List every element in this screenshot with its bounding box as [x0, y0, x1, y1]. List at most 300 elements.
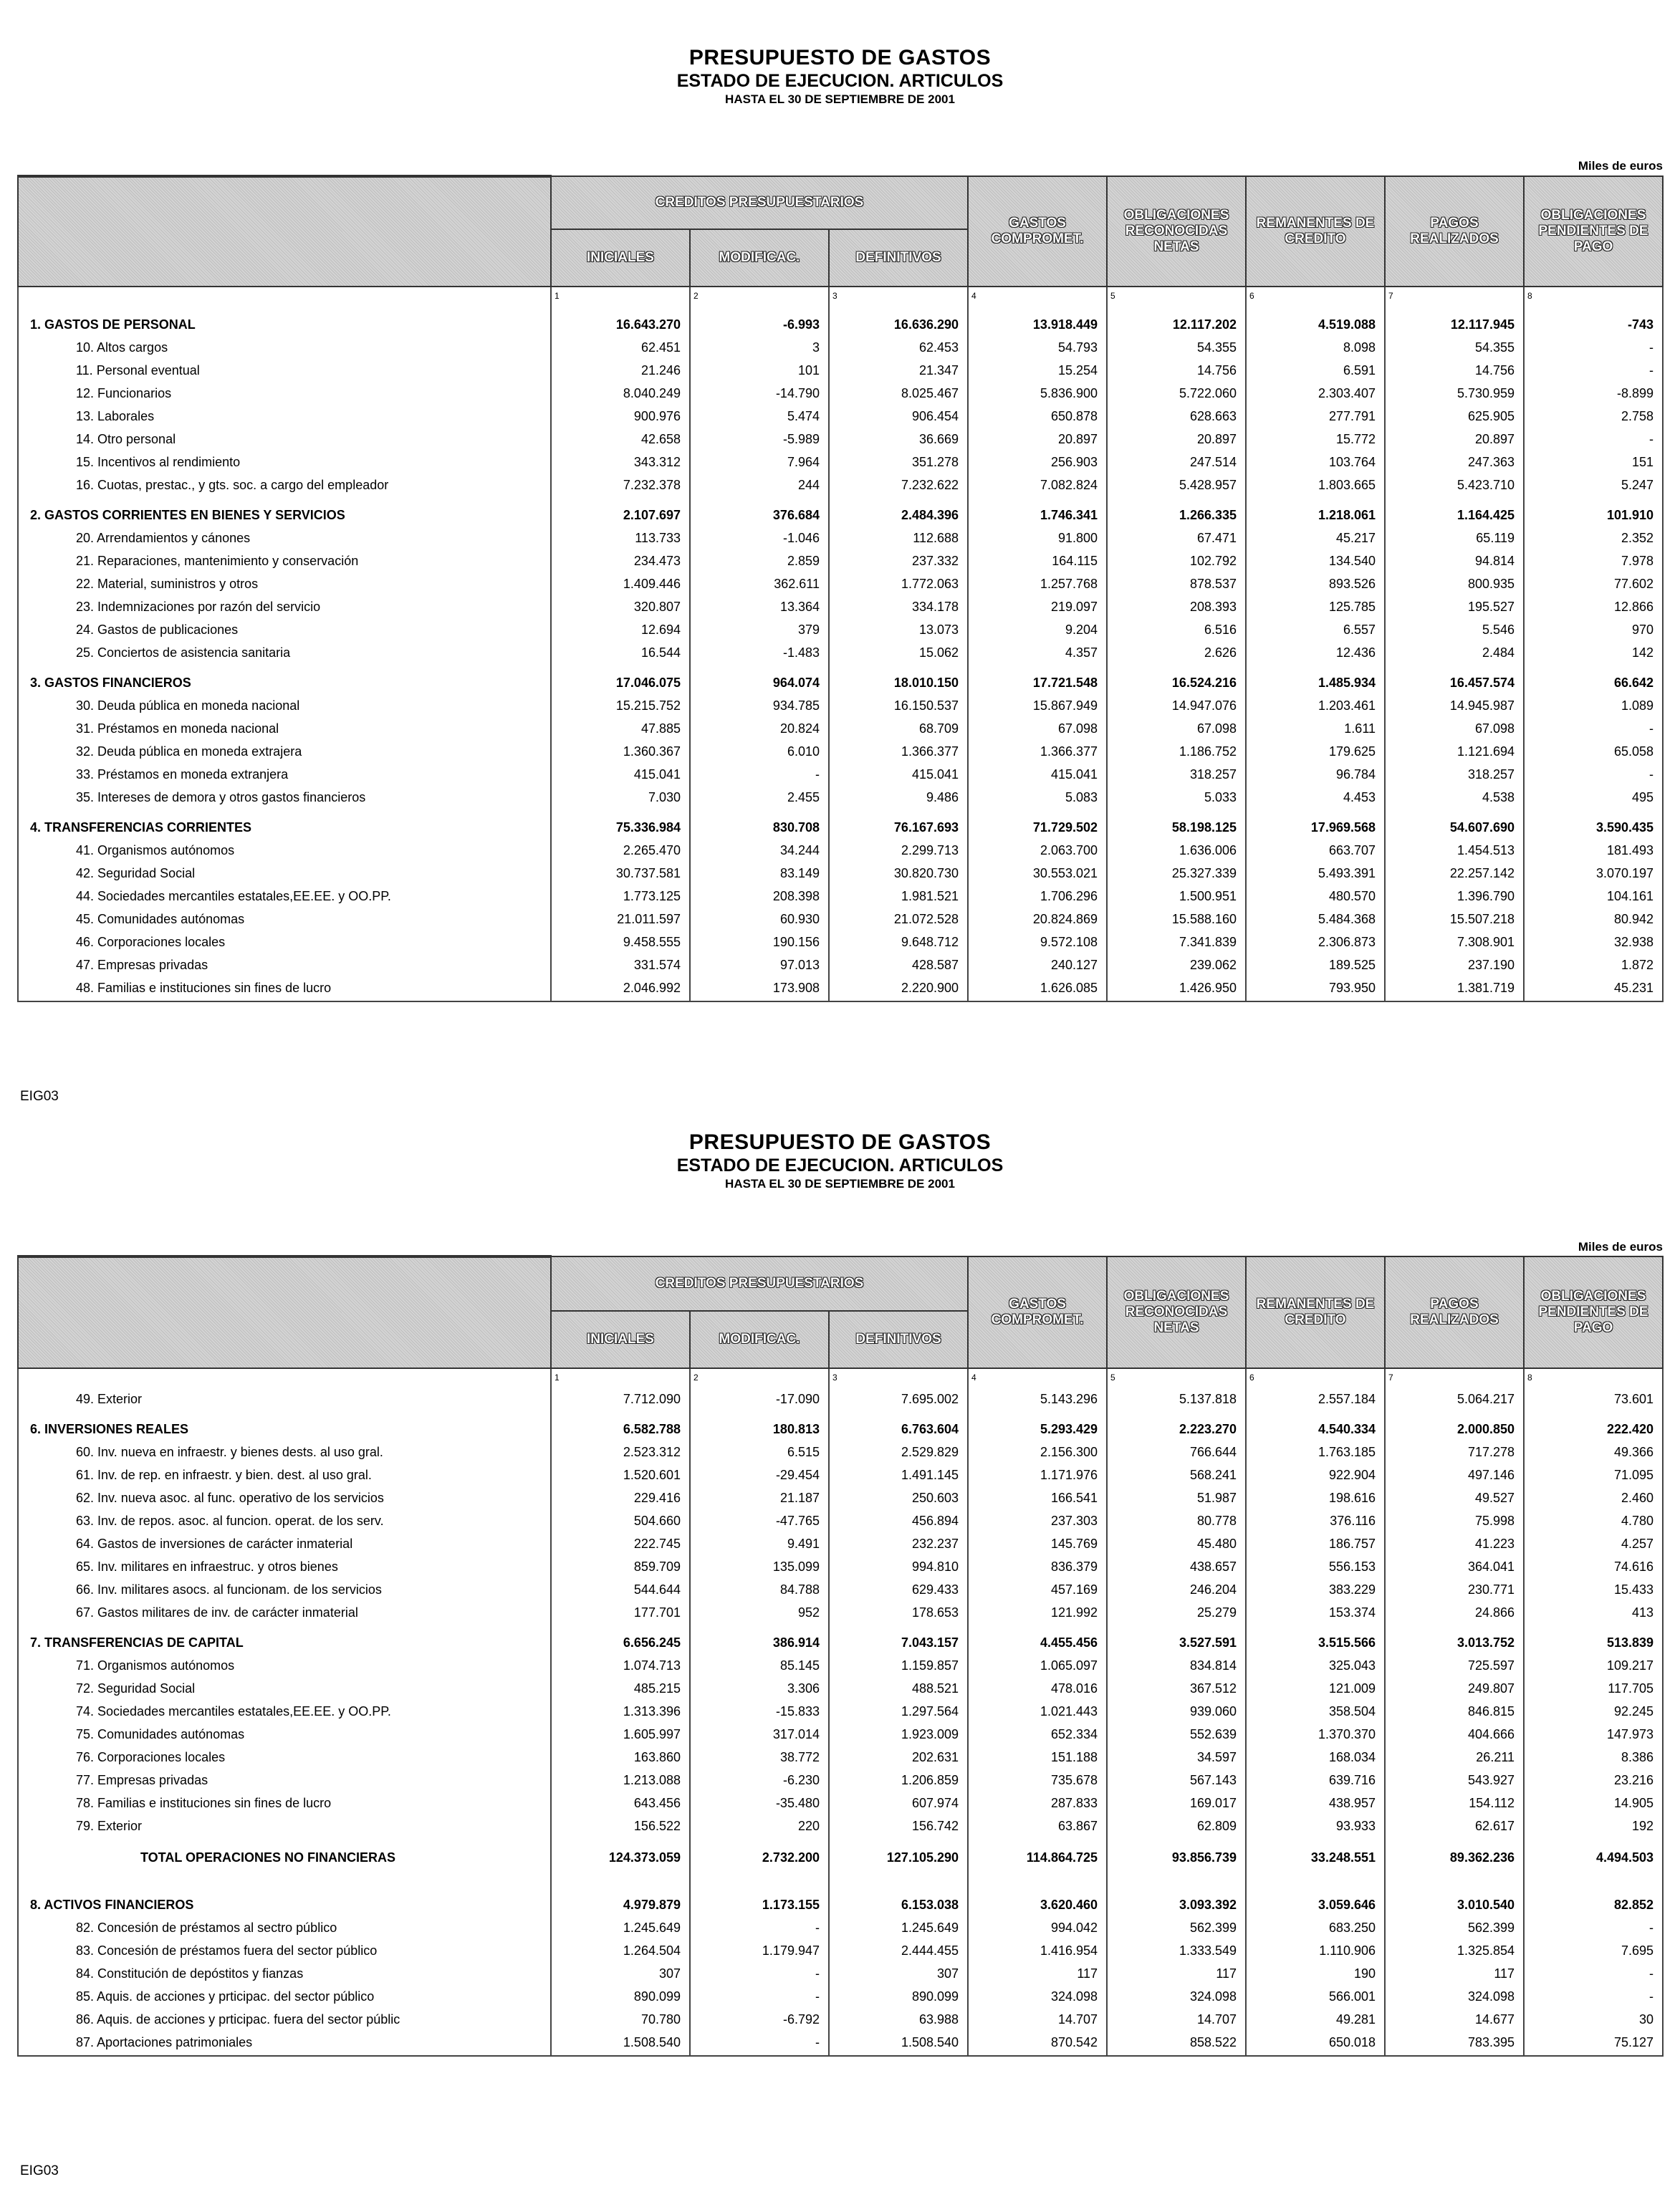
value-cell: 77.602: [1524, 572, 1663, 595]
value-cell: 142: [1524, 641, 1663, 664]
value-cell: 12.866: [1524, 595, 1663, 618]
value-cell: 367.512: [1107, 1677, 1246, 1700]
column-index: 5: [1107, 287, 1246, 306]
row-label: 12. Funcionarios: [18, 382, 551, 405]
value-cell: 358.504: [1246, 1700, 1385, 1723]
value-cell: 51.987: [1107, 1486, 1246, 1509]
value-cell: 6.582.788: [551, 1410, 690, 1441]
value-cell: 513.839: [1524, 1624, 1663, 1654]
value-cell: 49.527: [1385, 1486, 1524, 1509]
table-row: [18, 1746, 1663, 1769]
header-comprometidos: GASTOS COMPROMET.: [968, 176, 1107, 287]
table-row: [18, 908, 1663, 931]
table-row: [18, 1441, 1663, 1463]
value-cell: 134.540: [1246, 549, 1385, 572]
value-cell: 1.206.859: [829, 1769, 968, 1792]
value-cell: 186.757: [1246, 1532, 1385, 1555]
table-row: [18, 1723, 1663, 1746]
value-cell: 15.772: [1246, 428, 1385, 451]
table-row: [18, 359, 1663, 382]
table-row: [18, 1463, 1663, 1486]
value-cell: 14.677: [1385, 2008, 1524, 2031]
header-creditos-group: CREDITOS PRESUPUESTARIOS: [551, 1256, 968, 1311]
value-cell: 222.420: [1524, 1410, 1663, 1441]
table-row: [18, 549, 1663, 572]
value-cell: 14.707: [1107, 2008, 1246, 2031]
value-cell: 1.257.768: [968, 572, 1107, 595]
value-cell: 7.964: [690, 451, 829, 474]
value-cell: 2.758: [1524, 405, 1663, 428]
value-cell: 2.352: [1524, 527, 1663, 549]
value-cell: -: [1524, 1962, 1663, 1985]
value-cell: 2.046.992: [551, 976, 690, 1001]
value-cell: 1.409.446: [551, 572, 690, 595]
row-label: 33. Préstamos en moneda extranjera: [18, 763, 551, 786]
value-cell: 2.156.300: [968, 1441, 1107, 1463]
value-cell: 121.009: [1246, 1677, 1385, 1700]
value-cell: 456.894: [829, 1509, 968, 1532]
row-label: 20. Arrendamientos y cánones: [18, 527, 551, 549]
value-cell: 65.058: [1524, 740, 1663, 763]
value-cell: 244: [690, 474, 829, 496]
table-row: [18, 336, 1663, 359]
value-cell: 735.678: [968, 1769, 1107, 1792]
table-body-page-2: [18, 1368, 1663, 2056]
table-row: [18, 1916, 1663, 1939]
value-cell: 117: [968, 1962, 1107, 1985]
value-cell: 1.360.367: [551, 740, 690, 763]
value-cell: 379: [690, 618, 829, 641]
value-cell: 62.451: [551, 336, 690, 359]
value-cell: 1.626.085: [968, 976, 1107, 1001]
value-cell: 104.161: [1524, 885, 1663, 908]
value-cell: -: [1524, 428, 1663, 451]
table-row: [18, 641, 1663, 664]
row-label: 72. Seguridad Social: [18, 1677, 551, 1700]
value-cell: 628.663: [1107, 405, 1246, 428]
value-cell: 1.313.396: [551, 1700, 690, 1723]
value-cell: -: [1524, 717, 1663, 740]
page-title: PRESUPUESTO DE GASTOS: [688, 46, 992, 69]
value-cell: 3.059.646: [1246, 1886, 1385, 1916]
value-cell: 2.063.700: [968, 839, 1107, 862]
value-cell: 307: [829, 1962, 968, 1985]
header-reconocidas: OBLIGACIONES RECONOCIDAS NETAS: [1107, 1256, 1246, 1368]
value-cell: 80.778: [1107, 1509, 1246, 1532]
value-cell: 415.041: [968, 763, 1107, 786]
table-row: [18, 1388, 1663, 1410]
value-cell: 629.433: [829, 1578, 968, 1601]
value-cell: 5.836.900: [968, 382, 1107, 405]
budget-table-page-2: [17, 1255, 1664, 2057]
row-label: 75. Comunidades autónomas: [18, 1723, 551, 1746]
value-cell: 7.043.157: [829, 1624, 968, 1654]
value-cell: 3.013.752: [1385, 1624, 1524, 1654]
value-cell: 189.525: [1246, 953, 1385, 976]
value-cell: -6.993: [690, 306, 829, 336]
row-label: 6. INVERSIONES REALES: [18, 1410, 551, 1441]
value-cell: 75.336.984: [551, 809, 690, 839]
value-cell: 12.436: [1246, 641, 1385, 664]
value-cell: 906.454: [829, 405, 968, 428]
value-cell: 652.334: [968, 1723, 1107, 1746]
value-cell: 3.515.566: [1246, 1624, 1385, 1654]
value-cell: 9.458.555: [551, 931, 690, 953]
value-cell: 5.247: [1524, 474, 1663, 496]
value-cell: 249.807: [1385, 1677, 1524, 1700]
value-cell: 1.636.006: [1107, 839, 1246, 862]
value-cell: 4.540.334: [1246, 1410, 1385, 1441]
value-cell: 793.950: [1246, 976, 1385, 1001]
value-cell: 23.216: [1524, 1769, 1663, 1792]
value-cell: 562.399: [1107, 1916, 1246, 1939]
row-label: 32. Deuda pública en moneda extrajera: [18, 740, 551, 763]
value-cell: 74.616: [1524, 1555, 1663, 1578]
section-row: [18, 496, 1663, 527]
value-cell: 16.643.270: [551, 306, 690, 336]
value-cell: 1.245.649: [829, 1916, 968, 1939]
value-cell: 1.213.088: [551, 1769, 690, 1792]
value-cell: 151.188: [968, 1746, 1107, 1769]
page-2-title-block: [0, 1130, 1680, 1192]
value-cell: 21.347: [829, 359, 968, 382]
value-cell: 237.303: [968, 1509, 1107, 1532]
section-row: [18, 1624, 1663, 1654]
row-label: 83. Concesión de préstamos fuera del sector público: [18, 1939, 551, 1962]
value-cell: 62.809: [1107, 1815, 1246, 1837]
value-cell: 495: [1524, 786, 1663, 809]
value-cell: 362.611: [690, 572, 829, 595]
value-cell: 2.455: [690, 786, 829, 809]
section-row: [18, 1410, 1663, 1441]
value-cell: 6.010: [690, 740, 829, 763]
value-cell: 6.153.038: [829, 1886, 968, 1916]
value-cell: 277.791: [1246, 405, 1385, 428]
value-cell: 1.089: [1524, 694, 1663, 717]
column-index: 7: [1385, 287, 1524, 306]
table-row: [18, 1677, 1663, 1700]
value-cell: 607.974: [829, 1792, 968, 1815]
value-cell: 4.979.879: [551, 1886, 690, 1916]
value-cell: 1.508.540: [829, 2031, 968, 2056]
table-row: [18, 1962, 1663, 1985]
value-cell: 63.988: [829, 2008, 968, 2031]
value-cell: 1.121.694: [1385, 740, 1524, 763]
column-index: 2: [690, 287, 829, 306]
table-row: [18, 885, 1663, 908]
column-index: 2: [690, 1368, 829, 1388]
table-row: [18, 694, 1663, 717]
value-cell: 70.780: [551, 2008, 690, 2031]
value-cell: 1.923.009: [829, 1723, 968, 1746]
value-cell: 179.625: [1246, 740, 1385, 763]
value-cell: -8.899: [1524, 382, 1663, 405]
value-cell: 124.373.059: [551, 1837, 690, 1886]
row-label: 65. Inv. militares en infraestruc. y otros bienes: [18, 1555, 551, 1578]
value-cell: 92.245: [1524, 1700, 1663, 1723]
value-cell: 2.000.850: [1385, 1410, 1524, 1441]
value-cell: 147.973: [1524, 1723, 1663, 1746]
value-cell: 1.264.504: [551, 1939, 690, 1962]
table-row: [18, 2008, 1663, 2031]
value-cell: 4.494.503: [1524, 1837, 1663, 1886]
value-cell: 65.119: [1385, 527, 1524, 549]
value-cell: 6.591: [1246, 359, 1385, 382]
value-cell: 24.866: [1385, 1601, 1524, 1624]
table-row: [18, 786, 1663, 809]
value-cell: 113.733: [551, 527, 690, 549]
value-cell: 82.852: [1524, 1886, 1663, 1916]
value-cell: 13.918.449: [968, 306, 1107, 336]
value-cell: 9.648.712: [829, 931, 968, 953]
column-index: 7: [1385, 1368, 1524, 1388]
value-cell: 1.186.752: [1107, 740, 1246, 763]
value-cell: 1.508.540: [551, 2031, 690, 2056]
value-cell: 893.526: [1246, 572, 1385, 595]
value-cell: 20.824: [690, 717, 829, 740]
table-row: [18, 1939, 1663, 1962]
row-label: 44. Sociedades mercantiles estatales,EE.EE. y OO.PP.: [18, 885, 551, 908]
value-cell: 20.897: [1385, 428, 1524, 451]
total-row: [18, 1837, 1663, 1886]
column-index: 3: [829, 287, 968, 306]
page-period: HASTA EL 30 DE SEPTIEMBRE DE 2001: [725, 1177, 955, 1191]
header-corner: [18, 1256, 551, 1368]
value-cell: 30.737.581: [551, 862, 690, 885]
value-cell: 1.325.854: [1385, 1939, 1524, 1962]
value-cell: 6.516: [1107, 618, 1246, 641]
value-cell: 878.537: [1107, 572, 1246, 595]
value-cell: 964.074: [690, 664, 829, 694]
table-row: [18, 2031, 1663, 2056]
value-cell: -: [690, 1916, 829, 1939]
value-cell: 195.527: [1385, 595, 1524, 618]
value-cell: 135.099: [690, 1555, 829, 1578]
table-row: [18, 527, 1663, 549]
value-cell: 83.149: [690, 862, 829, 885]
value-cell: 413: [1524, 1601, 1663, 1624]
row-label: 74. Sociedades mercantiles estatales,EE.EE. y OO.PP.: [18, 1700, 551, 1723]
value-cell: 2.265.470: [551, 839, 690, 862]
value-cell: 2.484: [1385, 641, 1524, 664]
header-pagos: PAGOS REALIZADOS: [1385, 176, 1524, 287]
header-modificac: MODIFICAC.: [690, 1311, 829, 1368]
value-cell: 73.601: [1524, 1388, 1663, 1410]
value-cell: 890.099: [551, 1985, 690, 2008]
value-cell: 54.355: [1385, 336, 1524, 359]
value-cell: 173.908: [690, 976, 829, 1001]
table-row: [18, 1578, 1663, 1601]
value-cell: 96.784: [1246, 763, 1385, 786]
value-cell: 15.433: [1524, 1578, 1663, 1601]
value-cell: 20.897: [968, 428, 1107, 451]
value-cell: 485.215: [551, 1677, 690, 1700]
row-label: 22. Material, suministros y otros: [18, 572, 551, 595]
value-cell: 67.098: [1385, 717, 1524, 740]
value-cell: 5.137.818: [1107, 1388, 1246, 1410]
column-index: 8: [1524, 1368, 1663, 1388]
value-cell: 38.772: [690, 1746, 829, 1769]
value-cell: 7.082.824: [968, 474, 1107, 496]
value-cell: 9.572.108: [968, 931, 1107, 953]
value-cell: 1.500.951: [1107, 885, 1246, 908]
table-row: [18, 474, 1663, 496]
value-cell: 21.011.597: [551, 908, 690, 931]
table-row: [18, 1601, 1663, 1624]
value-cell: 91.800: [968, 527, 1107, 549]
value-cell: 109.217: [1524, 1654, 1663, 1677]
value-cell: 1.366.377: [968, 740, 1107, 763]
value-cell: 717.278: [1385, 1441, 1524, 1463]
value-cell: 2.306.873: [1246, 931, 1385, 953]
value-cell: 15.254: [968, 359, 1107, 382]
value-cell: 25.327.339: [1107, 862, 1246, 885]
value-cell: 800.935: [1385, 572, 1524, 595]
value-cell: 7.308.901: [1385, 931, 1524, 953]
value-cell: 32.938: [1524, 931, 1663, 953]
value-cell: 386.914: [690, 1624, 829, 1654]
value-cell: 34.597: [1107, 1746, 1246, 1769]
value-cell: 5.546: [1385, 618, 1524, 641]
value-cell: 6.656.245: [551, 1624, 690, 1654]
value-cell: 1.485.934: [1246, 664, 1385, 694]
value-cell: 240.127: [968, 953, 1107, 976]
value-cell: 6.763.604: [829, 1410, 968, 1441]
value-cell: 404.666: [1385, 1723, 1524, 1746]
value-cell: 247.514: [1107, 451, 1246, 474]
value-cell: -1.483: [690, 641, 829, 664]
value-cell: 1.333.549: [1107, 1939, 1246, 1962]
value-cell: 239.062: [1107, 953, 1246, 976]
value-cell: 351.278: [829, 451, 968, 474]
row-label: 66. Inv. militares asocs. al funcionam. de los servicios: [18, 1578, 551, 1601]
value-cell: 17.969.568: [1246, 809, 1385, 839]
value-cell: 54.793: [968, 336, 1107, 359]
row-label: 87. Aportaciones patrimoniales: [18, 2031, 551, 2056]
value-cell: 1.164.425: [1385, 496, 1524, 527]
value-cell: 5.493.391: [1246, 862, 1385, 885]
value-cell: 16.636.290: [829, 306, 968, 336]
value-cell: 190: [1246, 1962, 1385, 1985]
page-subtitle: ESTADO DE EJECUCION. ARTICULOS: [676, 71, 1004, 91]
value-cell: 900.976: [551, 405, 690, 428]
row-label: 15. Incentivos al rendimiento: [18, 451, 551, 474]
value-cell: 650.018: [1246, 2031, 1385, 2056]
value-cell: 834.814: [1107, 1654, 1246, 1677]
row-label: 78. Familias e instituciones sin fines de lucro: [18, 1792, 551, 1815]
value-cell: 30.553.021: [968, 862, 1107, 885]
header-creditos-group: CREDITOS PRESUPUESTARIOS: [551, 176, 968, 229]
value-cell: 5.428.957: [1107, 474, 1246, 496]
value-cell: 766.644: [1107, 1441, 1246, 1463]
value-cell: 552.639: [1107, 1723, 1246, 1746]
value-cell: 3.527.591: [1107, 1624, 1246, 1654]
value-cell: 2.107.697: [551, 496, 690, 527]
value-cell: 154.112: [1385, 1792, 1524, 1815]
value-cell: 97.013: [690, 953, 829, 976]
value-cell: 725.597: [1385, 1654, 1524, 1677]
value-cell: -: [1524, 763, 1663, 786]
value-cell: 84.788: [690, 1578, 829, 1601]
value-cell: 25.279: [1107, 1601, 1246, 1624]
value-cell: 36.669: [829, 428, 968, 451]
value-cell: 250.603: [829, 1486, 968, 1509]
column-index: 1: [551, 1368, 690, 1388]
value-cell: 415.041: [829, 763, 968, 786]
value-cell: 1.074.713: [551, 1654, 690, 1677]
value-cell: 198.616: [1246, 1486, 1385, 1509]
header-iniciales: INICIALES: [551, 1311, 690, 1368]
value-cell: 1.366.377: [829, 740, 968, 763]
value-cell: 8.040.249: [551, 382, 690, 405]
row-label: 7. TRANSFERENCIAS DE CAPITAL: [18, 1624, 551, 1654]
table-row: [18, 1654, 1663, 1677]
table-row: [18, 1985, 1663, 2008]
value-cell: 1.426.950: [1107, 976, 1246, 1001]
value-cell: 643.456: [551, 1792, 690, 1815]
value-cell: 45.217: [1246, 527, 1385, 549]
value-cell: -47.765: [690, 1509, 829, 1532]
value-cell: 8.025.467: [829, 382, 968, 405]
value-cell: 75.998: [1385, 1509, 1524, 1532]
value-cell: 438.957: [1246, 1792, 1385, 1815]
value-cell: 3: [690, 336, 829, 359]
row-label: 42. Seguridad Social: [18, 862, 551, 885]
value-cell: 12.117.202: [1107, 306, 1246, 336]
value-cell: 562.399: [1385, 1916, 1524, 1939]
value-cell: 151: [1524, 451, 1663, 474]
value-cell: 42.658: [551, 428, 690, 451]
value-cell: 1.065.097: [968, 1654, 1107, 1677]
value-cell: 15.215.752: [551, 694, 690, 717]
value-cell: 1.872: [1524, 953, 1663, 976]
value-cell: 75.127: [1524, 2031, 1663, 2056]
value-cell: 497.146: [1385, 1463, 1524, 1486]
table-row: [18, 1700, 1663, 1723]
table-row: [18, 1815, 1663, 1837]
row-label: 82. Concesión de préstamos al sectro público: [18, 1916, 551, 1939]
value-cell: 1.611: [1246, 717, 1385, 740]
value-cell: 3.093.392: [1107, 1886, 1246, 1916]
value-cell: 54.355: [1107, 336, 1246, 359]
value-cell: 71.095: [1524, 1463, 1663, 1486]
value-cell: 63.867: [968, 1815, 1107, 1837]
value-cell: 127.105.290: [829, 1837, 968, 1886]
value-cell: 80.942: [1524, 908, 1663, 931]
row-label: 47. Empresas privadas: [18, 953, 551, 976]
value-cell: 457.169: [968, 1578, 1107, 1601]
value-cell: 5.722.060: [1107, 382, 1246, 405]
value-cell: 5.474: [690, 405, 829, 428]
header-definitivos: DEFINITIVOS: [829, 229, 968, 287]
value-cell: 8.386: [1524, 1746, 1663, 1769]
header-modificac: MODIFICAC.: [690, 229, 829, 287]
value-cell: 66.642: [1524, 664, 1663, 694]
value-cell: 7.232.378: [551, 474, 690, 496]
row-label: 61. Inv. de rep. en infraestr. y bien. dest. al uso gral.: [18, 1463, 551, 1486]
table-row: [18, 740, 1663, 763]
value-cell: -: [690, 1985, 829, 2008]
value-cell: 1.203.461: [1246, 694, 1385, 717]
value-cell: 54.607.690: [1385, 809, 1524, 839]
header-remanentes: REMANENTES DE CREDITO: [1246, 1256, 1385, 1368]
value-cell: 1.746.341: [968, 496, 1107, 527]
table-row: [18, 1509, 1663, 1532]
row-label: 10. Altos cargos: [18, 336, 551, 359]
value-cell: 256.903: [968, 451, 1107, 474]
value-cell: -: [690, 763, 829, 786]
header-remanentes: REMANENTES DE CREDITO: [1246, 176, 1385, 287]
